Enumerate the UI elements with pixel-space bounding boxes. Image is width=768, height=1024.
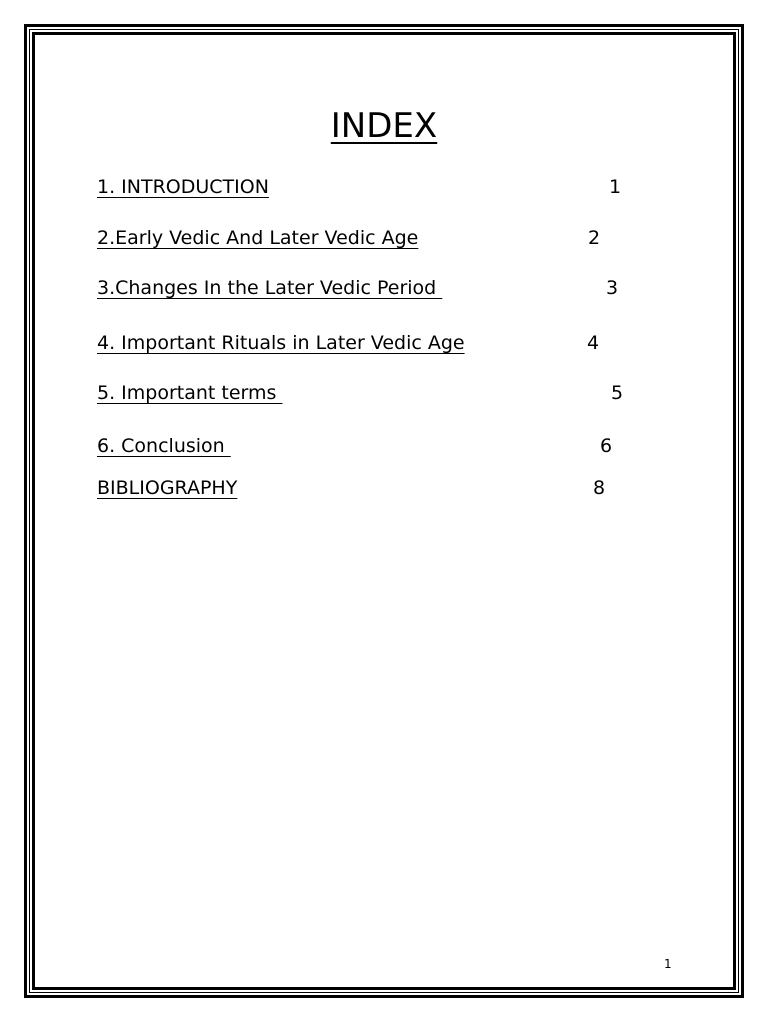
toc-page-important-rituals: 4	[587, 332, 600, 354]
index-title-text: INDEX	[330, 106, 438, 146]
toc-entry-introduction: 1. INTRODUCTION	[97, 176, 269, 198]
toc-entry-conclusion: 6. Conclusion	[97, 435, 231, 457]
toc-entry-bibliography: BIBLIOGRAPHY	[97, 477, 238, 499]
index-title	[0, 106, 768, 146]
toc-page-introduction: 1	[609, 176, 622, 198]
toc-page-important-terms: 5	[611, 382, 624, 404]
toc-page-bibliography: 8	[593, 477, 606, 499]
page-number: 1	[664, 957, 672, 971]
toc-entry-important-terms: 5. Important terms	[97, 382, 283, 404]
toc-entry-early-later-vedic-age: 2.Early Vedic And Later Vedic Age	[97, 227, 419, 249]
toc-entry-important-rituals: 4. Important Rituals in Later Vedic Age	[97, 332, 465, 354]
toc-page-conclusion: 6	[600, 435, 613, 457]
toc-page-changes-later-vedic-period: 3	[606, 277, 619, 299]
toc-page-early-later-vedic-age: 2	[588, 227, 601, 249]
toc-entry-changes-later-vedic-period: 3.Changes In the Later Vedic Period	[97, 277, 443, 299]
